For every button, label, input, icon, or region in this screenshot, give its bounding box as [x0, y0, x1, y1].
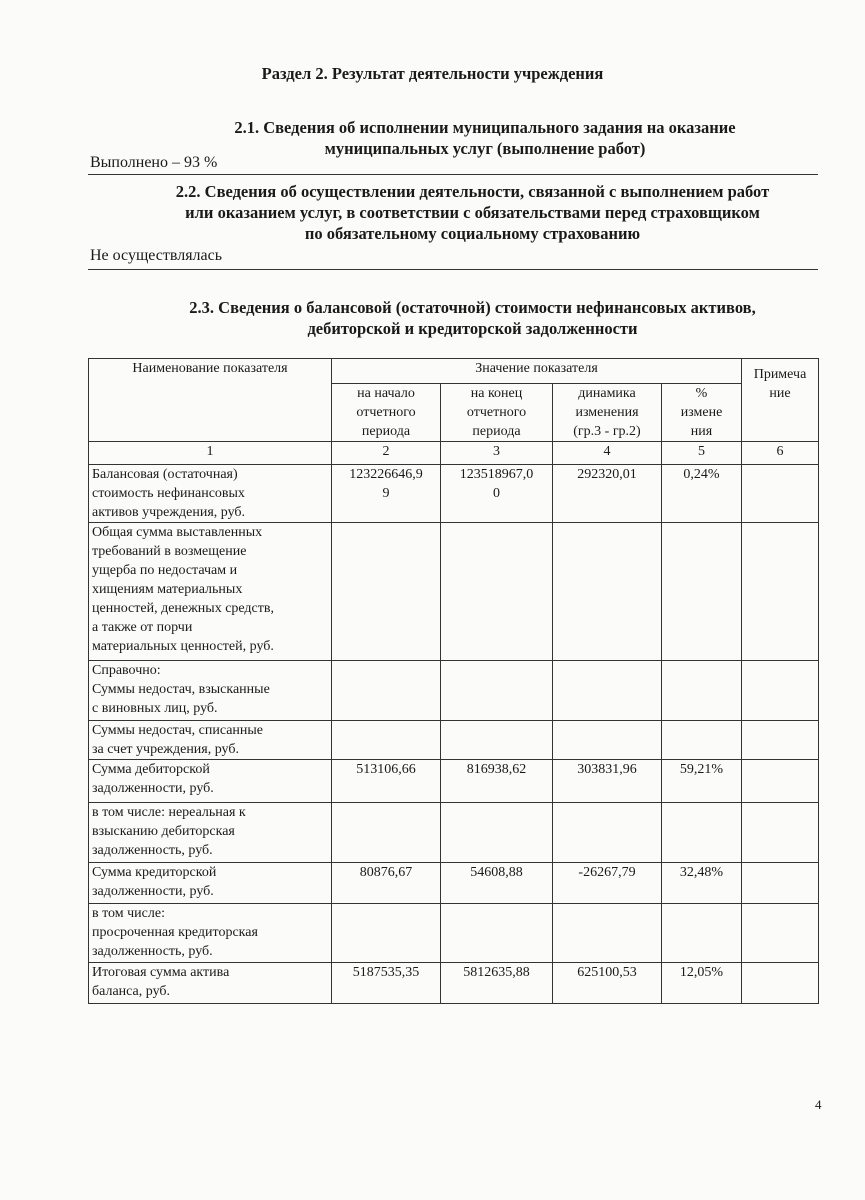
table-row: [89, 760, 819, 803]
value-dynamics: [553, 661, 662, 721]
table-row: [89, 863, 819, 904]
value-end: 5812635,88: [441, 963, 553, 1004]
row-name: Итоговая сумма актива баланса, руб.: [89, 963, 332, 1004]
value-note: [742, 963, 819, 1004]
value-end: [441, 523, 553, 661]
value-percent: 32,48%: [662, 863, 742, 904]
value-dynamics: [553, 904, 662, 963]
header-value: Значение показателя: [332, 359, 742, 384]
section-2-3-title: 2.3. Сведения о балансовой (остаточной) стоимости нефинансовых активов, дебиторской и кредиторской задолженности: [189, 298, 756, 338]
row-name: Суммы недостач, списанные за счет учреждения, руб.: [89, 721, 332, 760]
header-note: Примеча ние: [742, 359, 819, 442]
value-dynamics: -26267,79: [553, 863, 662, 904]
table-row: [89, 904, 819, 963]
col-number: 6: [742, 442, 819, 465]
header-percent: % измене ния: [662, 384, 742, 442]
value-dynamics: 292320,01: [553, 465, 662, 523]
col-number: 5: [662, 442, 742, 465]
col-number: 1: [89, 442, 332, 465]
table-row: [89, 803, 819, 863]
value-dynamics: 303831,96: [553, 760, 662, 803]
value-start: [332, 803, 441, 863]
value-start: [332, 721, 441, 760]
value-note: [742, 523, 819, 661]
value-end: [441, 721, 553, 760]
value-note: [742, 760, 819, 803]
section-2-2-title: 2.2. Сведения об осуществлении деятельности, связанной с выполнением работ или оказанием услуг, в соответствии с обязательствами перед страховщиком по обязательному социальному страхованию: [175, 182, 770, 243]
column-number-row: [89, 442, 819, 465]
value-start: [332, 661, 441, 721]
value-start: [332, 904, 441, 963]
section-2-1-title: 2.1. Сведения об исполнении муниципального задания на оказание муниципальных услуг (выполнение работ): [234, 118, 736, 158]
row-name: Сумма дебиторской задолженности, руб.: [89, 760, 332, 803]
header-end: на конец отчетного периода: [441, 384, 553, 442]
table-row: [89, 721, 819, 760]
value-note: [742, 863, 819, 904]
value-end: [441, 803, 553, 863]
col-number: 2: [332, 442, 441, 465]
section-2-2-text: Не осуществлялась: [90, 247, 223, 264]
value-note: [742, 803, 819, 863]
value-note: [742, 465, 819, 523]
value-dynamics: [553, 523, 662, 661]
row-name: Сумма кредиторской задолженности, руб.: [89, 863, 332, 904]
value-end: 816938,62: [441, 760, 553, 803]
table-row: [89, 661, 819, 721]
header-name: Наименование показателя: [89, 359, 332, 442]
table-row: [89, 523, 819, 661]
divider: [88, 174, 818, 175]
value-end: 123518967,0 0: [441, 465, 553, 523]
row-name: в том числе: нереальная к взысканию дебиторская задолженность, руб.: [89, 803, 332, 863]
value-end: [441, 904, 553, 963]
balance-table: [88, 358, 819, 1004]
value-percent: 59,21%: [662, 760, 742, 803]
value-percent: [662, 904, 742, 963]
value-percent: [662, 523, 742, 661]
value-dynamics: 625100,53: [553, 963, 662, 1004]
col-number: 3: [441, 442, 553, 465]
value-percent: [662, 661, 742, 721]
value-start: [332, 523, 441, 661]
value-end: 54608,88: [441, 863, 553, 904]
table-row: [89, 465, 819, 523]
value-start: 80876,67: [332, 863, 441, 904]
value-note: [742, 904, 819, 963]
page-number: 4: [815, 1097, 822, 1112]
value-start: 123226646,9 9: [332, 465, 441, 523]
value-dynamics: [553, 803, 662, 863]
col-number: 4: [553, 442, 662, 465]
header-start: на начало отчетного периода: [332, 384, 441, 442]
table-row: [89, 963, 819, 1004]
value-percent: 12,05%: [662, 963, 742, 1004]
section-title: Раздел 2. Результат деятельности учреждения: [261, 64, 604, 83]
section-2-1-text: Выполнено – 93 %: [90, 154, 218, 171]
row-name: в том числе: просроченная кредиторская задолженность, руб.: [89, 904, 332, 963]
value-start: 5187535,35: [332, 963, 441, 1004]
value-percent: [662, 721, 742, 760]
value-end: [441, 661, 553, 721]
divider: [88, 269, 818, 270]
value-percent: 0,24%: [662, 465, 742, 523]
value-dynamics: [553, 721, 662, 760]
value-note: [742, 721, 819, 760]
row-name: Балансовая (остаточная) стоимость нефинансовых активов учреждения, руб.: [89, 465, 332, 523]
header-dynamics: динамика изменения (гр.3 - гр.2): [553, 384, 662, 442]
row-name: Общая сумма выставленных требований в возмещение ущерба по недостачам и хищениям материальных ценностей, денежных средств, а также от порчи материальных ценностей, руб.: [89, 523, 332, 661]
value-percent: [662, 803, 742, 863]
value-note: [742, 661, 819, 721]
row-name: Справочно: Суммы недостач, взысканные с виновных лиц, руб.: [89, 661, 332, 721]
value-start: 513106,66: [332, 760, 441, 803]
